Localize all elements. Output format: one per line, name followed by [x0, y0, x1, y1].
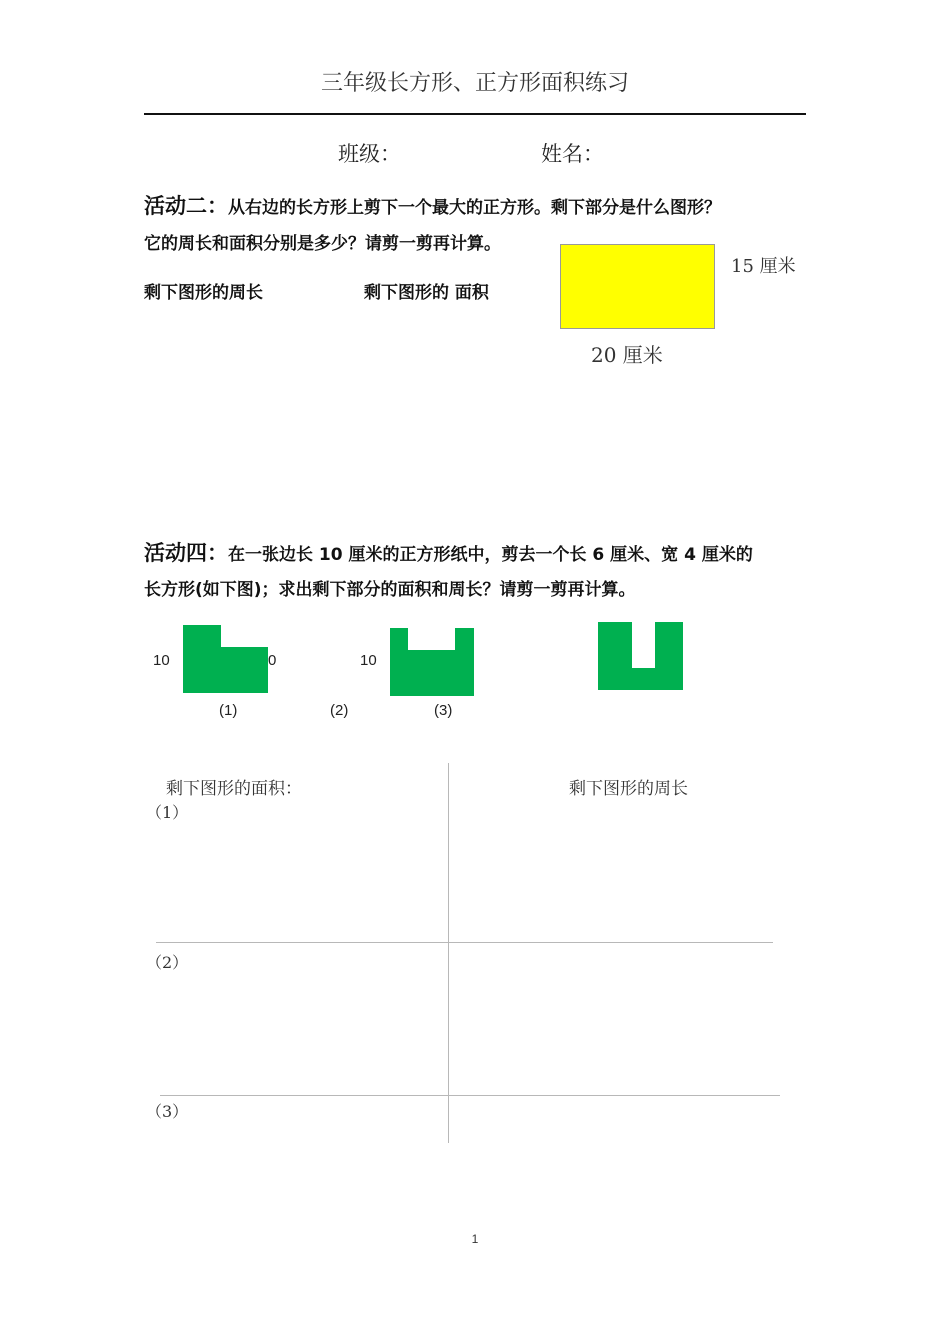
- activity2-text-line2: 它的周长和面积分别是多少？请剪一剪再计算。: [144, 234, 501, 254]
- activity2-perimeter-label: 剩下图形的周长: [144, 283, 263, 303]
- activity2-text-line1: 从右边的长方形上剪下一个最大的正方形。剩下部分是什么图形？: [228, 198, 721, 218]
- figure-1-side-label-tail: 0: [268, 652, 277, 669]
- figure-caption-2: (2): [330, 702, 349, 719]
- table-row-divider-2: [160, 1095, 780, 1096]
- figure-1-shape: [183, 625, 268, 693]
- class-label: 班级：: [338, 142, 401, 166]
- page-number: 1: [471, 1232, 479, 1246]
- figure-1-side-label: 10: [153, 652, 170, 669]
- activity2-area-label: 剩下图形的 面积: [364, 283, 489, 303]
- figure-caption-1: (1): [219, 702, 238, 719]
- rect-height-label: 15 厘米: [731, 256, 796, 277]
- figure-3-shape: [598, 622, 683, 690]
- table-row-divider-1: [156, 942, 773, 943]
- activity4-text-line1: 在一张边长 10 厘米的正方形纸中，剪去一个长 6 厘米、宽 4 厘米的: [228, 545, 753, 565]
- page-title: 三年级长方形、正方形面积练习: [320, 71, 629, 96]
- activity4-text-line2: 长方形(如下图)；求出剩下部分的面积和周长？请剪一剪再计算。: [144, 580, 636, 600]
- answer-row-label-2: （2）: [146, 953, 189, 972]
- activity2-heading: 活动二：: [144, 193, 228, 218]
- name-label: 姓名：: [541, 142, 604, 166]
- area-column-header: 剩下图形的面积：: [166, 779, 302, 799]
- figure-2-side-label: 10: [360, 652, 377, 669]
- activity4-heading: 活动四：: [144, 540, 228, 565]
- rect-width-label: 20 厘米: [591, 343, 663, 367]
- perimeter-column-header: 剩下图形的周长: [569, 779, 688, 799]
- figure-caption-3: (3): [434, 702, 453, 719]
- figure-2-shape: [390, 628, 474, 696]
- answer-row-label-1: （1）: [146, 803, 189, 822]
- table-vertical-divider: [448, 763, 449, 1143]
- answer-row-label-3: （3）: [146, 1102, 189, 1121]
